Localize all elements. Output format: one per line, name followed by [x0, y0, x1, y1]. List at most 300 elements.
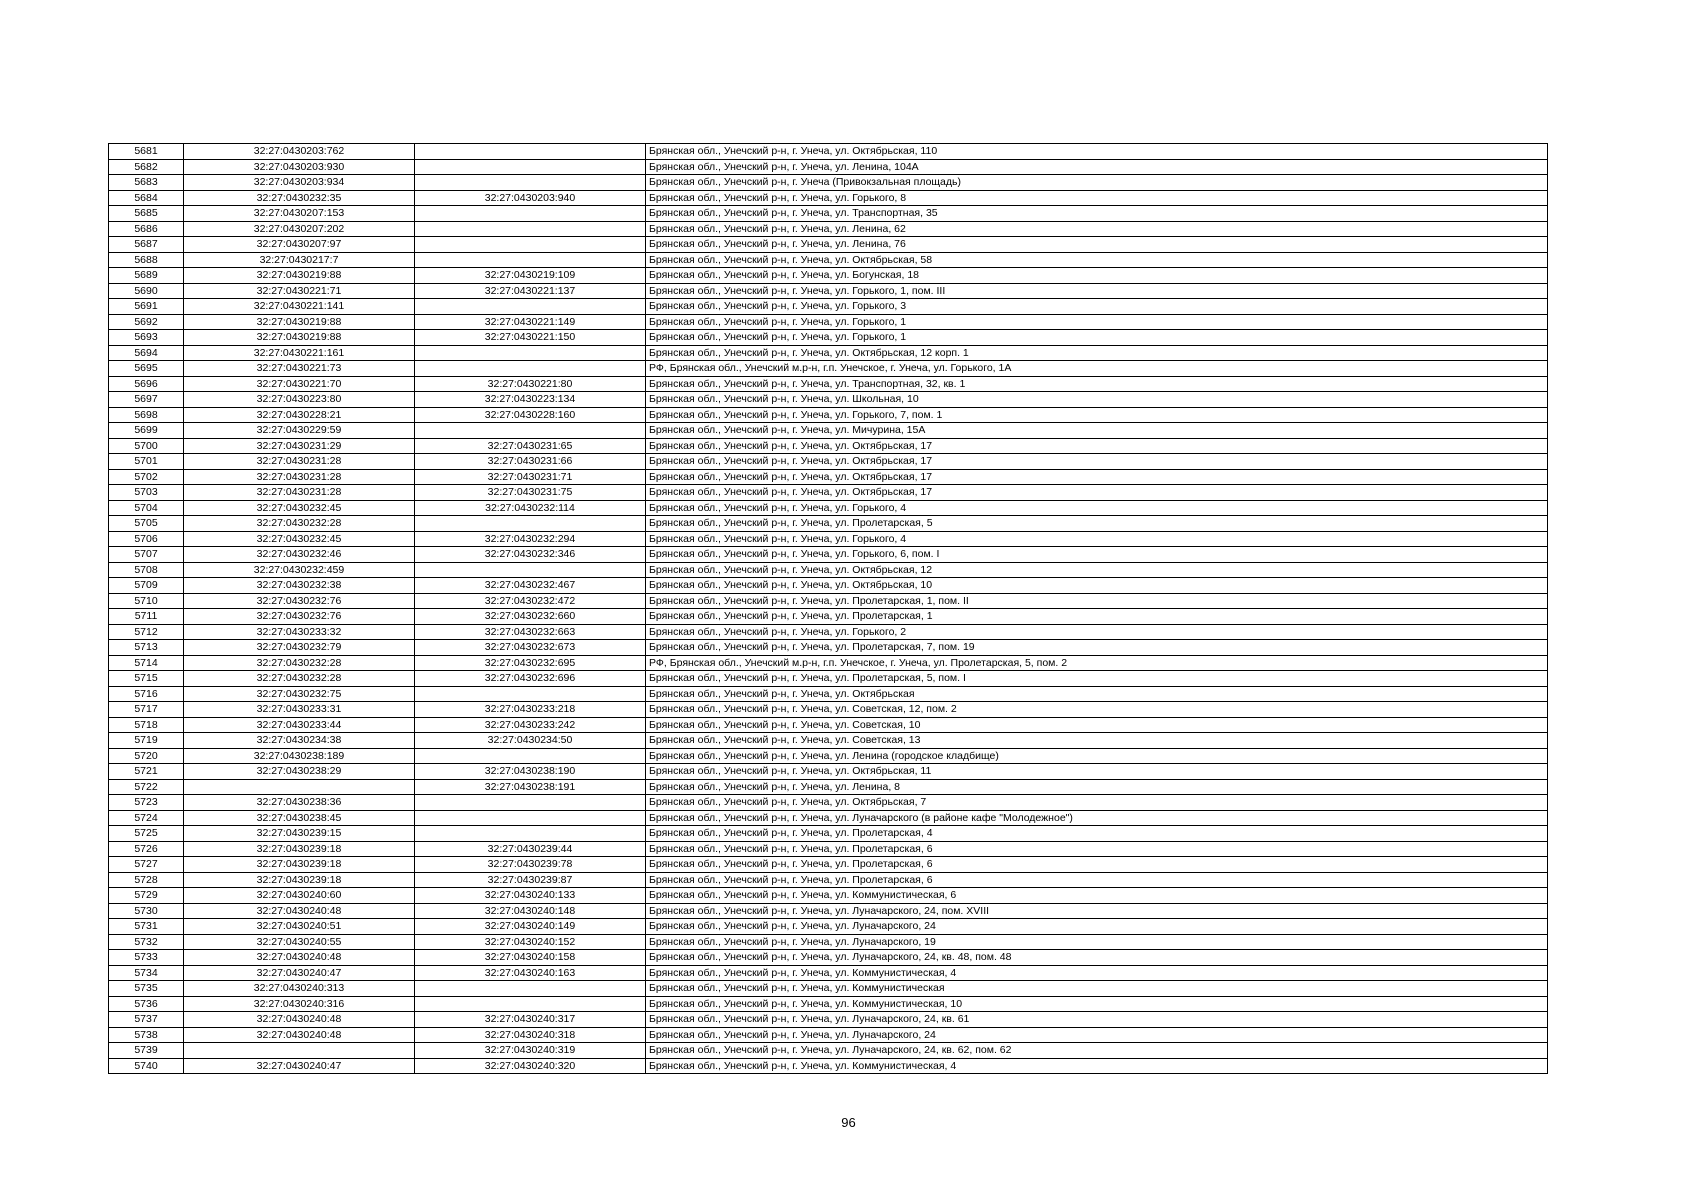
- object-number-cell: 32:27:0430219:109: [415, 268, 646, 284]
- address-cell: Брянская обл., Унечский р-н, г. Унеча, ул. Транспортная, 32, кв. 1: [646, 376, 1548, 392]
- row-number-cell: 5704: [109, 500, 184, 516]
- cadastral-number-cell: 32:27:0430232:76: [184, 593, 415, 609]
- row-number-cell: 5730: [109, 903, 184, 919]
- object-number-cell: 32:27:0430232:346: [415, 547, 646, 563]
- row-number-cell: 5738: [109, 1027, 184, 1043]
- cadastral-number-cell: 32:27:0430232:79: [184, 640, 415, 656]
- object-number-cell: [415, 159, 646, 175]
- row-number-cell: 5716: [109, 686, 184, 702]
- object-number-cell: 32:27:0430228:160: [415, 407, 646, 423]
- address-cell: Брянская обл., Унечский р-н, г. Унеча, ул. Октябрьская: [646, 686, 1548, 702]
- cadastral-number-cell: 32:27:0430232:28: [184, 671, 415, 687]
- cadastral-number-cell: 32:27:0430239:18: [184, 841, 415, 857]
- row-number-cell: 5713: [109, 640, 184, 656]
- table-row: [109, 175, 1548, 191]
- cadastral-number-cell: 32:27:0430240:47: [184, 1058, 415, 1074]
- cadastral-number-cell: 32:27:0430229:59: [184, 423, 415, 439]
- row-number-cell: 5737: [109, 1012, 184, 1028]
- cadastral-number-cell: 32:27:0430233:32: [184, 624, 415, 640]
- row-number-cell: 5686: [109, 221, 184, 237]
- address-cell: Брянская обл., Унечский р-н, г. Унеча, ул. Октябрьская, 11: [646, 764, 1548, 780]
- address-cell: Брянская обл., Унечский р-н, г. Унеча, ул. Горького, 3: [646, 299, 1548, 315]
- object-number-cell: 32:27:0430240:152: [415, 934, 646, 950]
- row-number-cell: 5690: [109, 283, 184, 299]
- table-row: [109, 454, 1548, 470]
- table-row: [109, 640, 1548, 656]
- table-row: [109, 702, 1548, 718]
- row-number-cell: 5701: [109, 454, 184, 470]
- table-row: [109, 423, 1548, 439]
- address-cell: Брянская обл., Унечский р-н, г. Унеча, ул. Луначарского, 24, кв. 62, пом. 62: [646, 1043, 1548, 1059]
- address-cell: Брянская обл., Унечский р-н, г. Унеча, ул. Горького, 6, пом. I: [646, 547, 1548, 563]
- cadastral-number-cell: 32:27:0430234:38: [184, 733, 415, 749]
- table-row: [109, 779, 1548, 795]
- cadastral-number-cell: 32:27:0430240:313: [184, 981, 415, 997]
- row-number-cell: 5696: [109, 376, 184, 392]
- object-number-cell: 32:27:0430231:71: [415, 469, 646, 485]
- object-number-cell: 32:27:0430233:218: [415, 702, 646, 718]
- cadastral-number-cell: 32:27:0430203:934: [184, 175, 415, 191]
- table-row: [109, 934, 1548, 950]
- row-number-cell: 5692: [109, 314, 184, 330]
- cadastral-number-cell: 32:27:0430233:31: [184, 702, 415, 718]
- cadastral-number-cell: 32:27:0430240:60: [184, 888, 415, 904]
- row-number-cell: 5727: [109, 857, 184, 873]
- table-row: [109, 516, 1548, 532]
- object-number-cell: 32:27:0430221:150: [415, 330, 646, 346]
- row-number-cell: 5718: [109, 717, 184, 733]
- object-number-cell: [415, 981, 646, 997]
- table-row: [109, 221, 1548, 237]
- object-number-cell: 32:27:0430232:467: [415, 578, 646, 594]
- object-number-cell: [415, 237, 646, 253]
- object-number-cell: 32:27:0430231:75: [415, 485, 646, 501]
- cadastral-number-cell: 32:27:0430221:73: [184, 361, 415, 377]
- address-cell: Брянская обл., Унечский р-н, г. Унеча, ул. Луначарского, 24: [646, 919, 1548, 935]
- address-cell: Брянская обл., Унечский р-н, г. Унеча, ул. Горького, 7, пом. 1: [646, 407, 1548, 423]
- object-number-cell: 32:27:0430232:114: [415, 500, 646, 516]
- row-number-cell: 5734: [109, 965, 184, 981]
- cadastral-number-cell: 32:27:0430219:88: [184, 314, 415, 330]
- cadastral-number-cell: 32:27:0430219:88: [184, 330, 415, 346]
- object-number-cell: 32:27:0430232:696: [415, 671, 646, 687]
- table-row: [109, 547, 1548, 563]
- table-row: [109, 888, 1548, 904]
- table-row: [109, 593, 1548, 609]
- object-number-cell: 32:27:0430238:190: [415, 764, 646, 780]
- table-row: [109, 500, 1548, 516]
- address-cell: Брянская обл., Унечский р-н, г. Унеча, ул. Октябрьская, 12 корп. 1: [646, 345, 1548, 361]
- cadastral-number-cell: 32:27:0430232:28: [184, 655, 415, 671]
- cadastral-number-cell: 32:27:0430217:7: [184, 252, 415, 268]
- address-cell: Брянская обл., Унечский р-н, г. Унеча, ул. Богунская, 18: [646, 268, 1548, 284]
- cadastral-number-cell: 32:27:0430228:21: [184, 407, 415, 423]
- row-number-cell: 5723: [109, 795, 184, 811]
- table-row: [109, 841, 1548, 857]
- table-row: [109, 919, 1548, 935]
- row-number-cell: 5685: [109, 206, 184, 222]
- cadastral-number-cell: 32:27:0430240:48: [184, 950, 415, 966]
- object-number-cell: [415, 144, 646, 160]
- row-number-cell: 5712: [109, 624, 184, 640]
- cadastral-number-cell: 32:27:0430219:88: [184, 268, 415, 284]
- table-row: [109, 485, 1548, 501]
- object-number-cell: 32:27:0430231:65: [415, 438, 646, 454]
- table-row: [109, 1027, 1548, 1043]
- row-number-cell: 5684: [109, 190, 184, 206]
- row-number-cell: 5682: [109, 159, 184, 175]
- address-cell: Брянская обл., Унечский р-н, г. Унеча, ул. Пролетарская, 1: [646, 609, 1548, 625]
- table-row: [109, 717, 1548, 733]
- cadastral-number-cell: 32:27:0430232:28: [184, 516, 415, 532]
- table-row: [109, 206, 1548, 222]
- object-number-cell: [415, 175, 646, 191]
- row-number-cell: 5689: [109, 268, 184, 284]
- object-number-cell: 32:27:0430240:133: [415, 888, 646, 904]
- row-number-cell: 5715: [109, 671, 184, 687]
- registry-table-body: [109, 144, 1548, 1074]
- row-number-cell: 5700: [109, 438, 184, 454]
- address-cell: Брянская обл., Унечский р-н, г. Унеча, ул. Пролетарская, 5: [646, 516, 1548, 532]
- cadastral-number-cell: 32:27:0430221:71: [184, 283, 415, 299]
- table-row: [109, 283, 1548, 299]
- address-cell: Брянская обл., Унечский р-н, г. Унеча, ул. Луначарского, 24: [646, 1027, 1548, 1043]
- address-cell: Брянская обл., Унечский р-н, г. Унеча, ул. Коммунистическая: [646, 981, 1548, 997]
- address-cell: Брянская обл., Унечский р-н, г. Унеча, ул. Пролетарская, 7, пом. 19: [646, 640, 1548, 656]
- address-cell: Брянская обл., Унечский р-н, г. Унеча, ул. Советская, 13: [646, 733, 1548, 749]
- cadastral-number-cell: 32:27:0430239:18: [184, 857, 415, 873]
- table-row: [109, 1058, 1548, 1074]
- cadastral-number-cell: 32:27:0430232:46: [184, 547, 415, 563]
- cadastral-number-cell: 32:27:0430238:189: [184, 748, 415, 764]
- table-row: [109, 345, 1548, 361]
- table-row: [109, 655, 1548, 671]
- table-row: [109, 252, 1548, 268]
- row-number-cell: 5706: [109, 531, 184, 547]
- row-number-cell: 5719: [109, 733, 184, 749]
- row-number-cell: 5722: [109, 779, 184, 795]
- table-row: [109, 624, 1548, 640]
- address-cell: Брянская обл., Унечский р-н, г. Унеча, ул. Луначарского, 19: [646, 934, 1548, 950]
- object-number-cell: 32:27:0430240:320: [415, 1058, 646, 1074]
- object-number-cell: [415, 826, 646, 842]
- cadastral-number-cell: 32:27:0430239:15: [184, 826, 415, 842]
- object-number-cell: [415, 252, 646, 268]
- object-number-cell: 32:27:0430232:294: [415, 531, 646, 547]
- object-number-cell: 32:27:0430232:663: [415, 624, 646, 640]
- table-row: [109, 810, 1548, 826]
- cadastral-number-cell: 32:27:0430203:762: [184, 144, 415, 160]
- address-cell: Брянская обл., Унечский р-н, г. Унеча, ул. Ленина, 8: [646, 779, 1548, 795]
- address-cell: Брянская обл., Унечский р-н, г. Унеча (Привокзальная площадь): [646, 175, 1548, 191]
- object-number-cell: [415, 748, 646, 764]
- object-number-cell: [415, 345, 646, 361]
- object-number-cell: [415, 299, 646, 315]
- object-number-cell: 32:27:0430231:66: [415, 454, 646, 470]
- address-cell: Брянская обл., Унечский р-н, г. Унеча, ул. Луначарского, 24, кв. 61: [646, 1012, 1548, 1028]
- object-number-cell: 32:27:0430239:44: [415, 841, 646, 857]
- object-number-cell: [415, 996, 646, 1012]
- cadastral-number-cell: 32:27:0430232:38: [184, 578, 415, 594]
- address-cell: Брянская обл., Унечский р-н, г. Унеча, ул. Школьная, 10: [646, 392, 1548, 408]
- table-row: [109, 361, 1548, 377]
- cadastral-number-cell: 32:27:0430232:459: [184, 562, 415, 578]
- address-cell: Брянская обл., Унечский р-н, г. Унеча, ул. Луначарского (в районе кафе "Молодежное"): [646, 810, 1548, 826]
- table-row: [109, 314, 1548, 330]
- row-number-cell: 5705: [109, 516, 184, 532]
- table-row: [109, 578, 1548, 594]
- address-cell: Брянская обл., Унечский р-н, г. Унеча, ул. Коммунистическая, 6: [646, 888, 1548, 904]
- address-cell: Брянская обл., Унечский р-н, г. Унеча, ул. Пролетарская, 5, пом. I: [646, 671, 1548, 687]
- object-number-cell: 32:27:0430232:660: [415, 609, 646, 625]
- table-row: [109, 748, 1548, 764]
- row-number-cell: 5687: [109, 237, 184, 253]
- address-cell: Брянская обл., Унечский р-н, г. Унеча, ул. Коммунистическая, 10: [646, 996, 1548, 1012]
- address-cell: Брянская обл., Унечский р-н, г. Унеча, ул. Пролетарская, 1, пом. II: [646, 593, 1548, 609]
- object-number-cell: 32:27:0430232:695: [415, 655, 646, 671]
- address-cell: Брянская обл., Унечский р-н, г. Унеча, ул. Пролетарская, 6: [646, 872, 1548, 888]
- address-cell: Брянская обл., Унечский р-н, г. Унеча, ул. Октябрьская, 7: [646, 795, 1548, 811]
- table-row: [109, 733, 1548, 749]
- row-number-cell: 5724: [109, 810, 184, 826]
- cadastral-number-cell: 32:27:0430240:48: [184, 1012, 415, 1028]
- object-number-cell: 32:27:0430232:673: [415, 640, 646, 656]
- table-row: [109, 469, 1548, 485]
- row-number-cell: 5699: [109, 423, 184, 439]
- row-number-cell: 5720: [109, 748, 184, 764]
- table-row: [109, 764, 1548, 780]
- object-number-cell: [415, 562, 646, 578]
- cadastral-number-cell: [184, 779, 415, 795]
- address-cell: Брянская обл., Унечский р-н, г. Унеча, ул. Горького, 4: [646, 531, 1548, 547]
- object-number-cell: 32:27:0430240:319: [415, 1043, 646, 1059]
- row-number-cell: 5681: [109, 144, 184, 160]
- cadastral-number-cell: 32:27:0430232:35: [184, 190, 415, 206]
- table-row: [109, 299, 1548, 315]
- cadastral-number-cell: 32:27:0430231:28: [184, 454, 415, 470]
- table-row: [109, 237, 1548, 253]
- cadastral-number-cell: 32:27:0430231:29: [184, 438, 415, 454]
- object-number-cell: 32:27:0430240:317: [415, 1012, 646, 1028]
- cadastral-number-cell: 32:27:0430232:76: [184, 609, 415, 625]
- address-cell: Брянская обл., Унечский р-н, г. Унеча, ул. Горького, 1: [646, 314, 1548, 330]
- cadastral-number-cell: 32:27:0430239:18: [184, 872, 415, 888]
- object-number-cell: 32:27:0430232:472: [415, 593, 646, 609]
- cadastral-number-cell: 32:27:0430203:930: [184, 159, 415, 175]
- object-number-cell: [415, 686, 646, 702]
- address-cell: Брянская обл., Унечский р-н, г. Унеча, ул. Луначарского, 24, пом. XVIII: [646, 903, 1548, 919]
- row-number-cell: 5732: [109, 934, 184, 950]
- cadastral-number-cell: 32:27:0430221:161: [184, 345, 415, 361]
- address-cell: Брянская обл., Унечский р-н, г. Унеча, ул. Октябрьская, 58: [646, 252, 1548, 268]
- address-cell: Брянская обл., Унечский р-н, г. Унеча, ул. Октябрьская, 12: [646, 562, 1548, 578]
- address-cell: Брянская обл., Унечский р-н, г. Унеча, ул. Пролетарская, 4: [646, 826, 1548, 842]
- cadastral-number-cell: 32:27:0430240:47: [184, 965, 415, 981]
- object-number-cell: 32:27:0430239:87: [415, 872, 646, 888]
- object-number-cell: 32:27:0430240:318: [415, 1027, 646, 1043]
- table-row: [109, 965, 1548, 981]
- row-number-cell: 5703: [109, 485, 184, 501]
- address-cell: Брянская обл., Унечский р-н, г. Унеча, ул. Ленина (городское кладбище): [646, 748, 1548, 764]
- row-number-cell: 5707: [109, 547, 184, 563]
- row-number-cell: 5721: [109, 764, 184, 780]
- table-row: [109, 531, 1548, 547]
- row-number-cell: 5708: [109, 562, 184, 578]
- table-row: [109, 950, 1548, 966]
- address-cell: Брянская обл., Унечский р-н, г. Унеча, ул. Горького, 8: [646, 190, 1548, 206]
- object-number-cell: 32:27:0430223:134: [415, 392, 646, 408]
- table-row: [109, 609, 1548, 625]
- object-number-cell: 32:27:0430240:158: [415, 950, 646, 966]
- object-number-cell: 32:27:0430221:80: [415, 376, 646, 392]
- table-row: [109, 686, 1548, 702]
- address-cell: Брянская обл., Унечский р-н, г. Унеча, ул. Горького, 1: [646, 330, 1548, 346]
- table-row: [109, 376, 1548, 392]
- table-row: [109, 903, 1548, 919]
- row-number-cell: 5702: [109, 469, 184, 485]
- address-cell: Брянская обл., Унечский р-н, г. Унеча, ул. Коммунистическая, 4: [646, 1058, 1548, 1074]
- cadastral-number-cell: 32:27:0430238:36: [184, 795, 415, 811]
- row-number-cell: 5728: [109, 872, 184, 888]
- row-number-cell: 5693: [109, 330, 184, 346]
- object-number-cell: [415, 221, 646, 237]
- address-cell: Брянская обл., Унечский р-н, г. Унеча, ул. Пролетарская, 6: [646, 857, 1548, 873]
- table-row: [109, 795, 1548, 811]
- address-cell: Брянская обл., Унечский р-н, г. Унеча, ул. Горького, 1, пом. III: [646, 283, 1548, 299]
- row-number-cell: 5698: [109, 407, 184, 423]
- row-number-cell: 5740: [109, 1058, 184, 1074]
- address-cell: Брянская обл., Унечский р-н, г. Унеча, ул. Советская, 10: [646, 717, 1548, 733]
- address-cell: Брянская обл., Унечский р-н, г. Унеча, ул. Октябрьская, 17: [646, 454, 1548, 470]
- row-number-cell: 5739: [109, 1043, 184, 1059]
- cadastral-number-cell: 32:27:0430238:45: [184, 810, 415, 826]
- object-number-cell: [415, 516, 646, 532]
- cadastral-number-cell: 32:27:0430231:28: [184, 469, 415, 485]
- address-cell: Брянская обл., Унечский р-н, г. Унеча, ул. Транспортная, 35: [646, 206, 1548, 222]
- table-row: [109, 562, 1548, 578]
- table-row: [109, 872, 1548, 888]
- object-number-cell: [415, 795, 646, 811]
- row-number-cell: 5710: [109, 593, 184, 609]
- object-number-cell: [415, 423, 646, 439]
- row-number-cell: 5736: [109, 996, 184, 1012]
- object-number-cell: 32:27:0430239:78: [415, 857, 646, 873]
- address-cell: Брянская обл., Унечский р-н, г. Унеча, ул. Ленина, 104А: [646, 159, 1548, 175]
- address-cell: Брянская обл., Унечский р-н, г. Унеча, ул. Коммунистическая, 4: [646, 965, 1548, 981]
- table-row: [109, 144, 1548, 160]
- cadastral-number-cell: 32:27:0430232:45: [184, 531, 415, 547]
- page-number: 96: [841, 1115, 856, 1130]
- object-number-cell: [415, 810, 646, 826]
- cadastral-number-cell: 32:27:0430231:28: [184, 485, 415, 501]
- table-row: [109, 981, 1548, 997]
- cadastral-number-cell: 32:27:0430240:316: [184, 996, 415, 1012]
- row-number-cell: 5711: [109, 609, 184, 625]
- row-number-cell: 5709: [109, 578, 184, 594]
- object-number-cell: 32:27:0430238:191: [415, 779, 646, 795]
- cadastral-number-cell: 32:27:0430240:48: [184, 1027, 415, 1043]
- object-number-cell: 32:27:0430240:163: [415, 965, 646, 981]
- table-row: [109, 1012, 1548, 1028]
- table-row: [109, 671, 1548, 687]
- table-row: [109, 330, 1548, 346]
- address-cell: Брянская обл., Унечский р-н, г. Унеча, ул. Горького, 4: [646, 500, 1548, 516]
- table-row: [109, 857, 1548, 873]
- row-number-cell: 5714: [109, 655, 184, 671]
- address-cell: Брянская обл., Унечский р-н, г. Унеча, ул. Октябрьская, 17: [646, 438, 1548, 454]
- address-cell: Брянская обл., Унечский р-н, г. Унеча, ул. Мичурина, 15А: [646, 423, 1548, 439]
- row-number-cell: 5717: [109, 702, 184, 718]
- cadastral-number-cell: 32:27:0430240:51: [184, 919, 415, 935]
- address-cell: РФ, Брянская обл., Унечский м.р-н, г.п. Унечское, г. Унеча, ул. Горького, 1А: [646, 361, 1548, 377]
- table-row: [109, 826, 1548, 842]
- table-row: [109, 996, 1548, 1012]
- cadastral-number-cell: 32:27:0430207:97: [184, 237, 415, 253]
- cadastral-number-cell: 32:27:0430238:29: [184, 764, 415, 780]
- object-number-cell: 32:27:0430240:148: [415, 903, 646, 919]
- address-cell: Брянская обл., Унечский р-н, г. Унеча, ул. Пролетарская, 6: [646, 841, 1548, 857]
- address-cell: Брянская обл., Унечский р-н, г. Унеча, ул. Октябрьская, 110: [646, 144, 1548, 160]
- row-number-cell: 5695: [109, 361, 184, 377]
- table-row: [109, 407, 1548, 423]
- row-number-cell: 5725: [109, 826, 184, 842]
- cadastral-number-cell: 32:27:0430221:141: [184, 299, 415, 315]
- address-cell: Брянская обл., Унечский р-н, г. Унеча, ул. Ленина, 76: [646, 237, 1548, 253]
- address-cell: Брянская обл., Унечский р-н, г. Унеча, ул. Октябрьская, 17: [646, 469, 1548, 485]
- address-cell: Брянская обл., Унечский р-н, г. Унеча, ул. Луначарского, 24, кв. 48, пом. 48: [646, 950, 1548, 966]
- cadastral-number-cell: 32:27:0430240:48: [184, 903, 415, 919]
- table-row: [109, 159, 1548, 175]
- object-number-cell: 32:27:0430240:149: [415, 919, 646, 935]
- address-cell: Брянская обл., Унечский р-н, г. Унеча, ул. Горького, 2: [646, 624, 1548, 640]
- cadastral-number-cell: [184, 1043, 415, 1059]
- row-number-cell: 5683: [109, 175, 184, 191]
- table-row: [109, 268, 1548, 284]
- row-number-cell: 5726: [109, 841, 184, 857]
- table-row: [109, 392, 1548, 408]
- cadastral-number-cell: 32:27:0430232:75: [184, 686, 415, 702]
- table-row: [109, 438, 1548, 454]
- cadastral-number-cell: 32:27:0430223:80: [184, 392, 415, 408]
- cadastral-number-cell: 32:27:0430207:202: [184, 221, 415, 237]
- cadastral-number-cell: 32:27:0430233:44: [184, 717, 415, 733]
- object-number-cell: 32:27:0430234:50: [415, 733, 646, 749]
- registry-table: [108, 143, 1548, 1074]
- object-number-cell: 32:27:0430221:137: [415, 283, 646, 299]
- row-number-cell: 5733: [109, 950, 184, 966]
- row-number-cell: 5731: [109, 919, 184, 935]
- cadastral-number-cell: 32:27:0430207:153: [184, 206, 415, 222]
- cadastral-number-cell: 32:27:0430232:45: [184, 500, 415, 516]
- row-number-cell: 5735: [109, 981, 184, 997]
- cadastral-number-cell: 32:27:0430240:55: [184, 934, 415, 950]
- address-cell: Брянская обл., Унечский р-н, г. Унеча, ул. Ленина, 62: [646, 221, 1548, 237]
- row-number-cell: 5688: [109, 252, 184, 268]
- address-cell: Брянская обл., Унечский р-н, г. Унеча, ул. Октябрьская, 17: [646, 485, 1548, 501]
- address-cell: РФ, Брянская обл., Унечский м.р-н, г.п. Унечское, г. Унеча, ул. Пролетарская, 5, пом. 2: [646, 655, 1548, 671]
- object-number-cell: 32:27:0430221:149: [415, 314, 646, 330]
- row-number-cell: 5694: [109, 345, 184, 361]
- address-cell: Брянская обл., Унечский р-н, г. Унеча, ул. Октябрьская, 10: [646, 578, 1548, 594]
- row-number-cell: 5691: [109, 299, 184, 315]
- table-row: [109, 190, 1548, 206]
- cadastral-number-cell: 32:27:0430221:70: [184, 376, 415, 392]
- row-number-cell: 5729: [109, 888, 184, 904]
- row-number-cell: 5697: [109, 392, 184, 408]
- address-cell: Брянская обл., Унечский р-н, г. Унеча, ул. Советская, 12, пом. 2: [646, 702, 1548, 718]
- object-number-cell: 32:27:0430203:940: [415, 190, 646, 206]
- object-number-cell: 32:27:0430233:242: [415, 717, 646, 733]
